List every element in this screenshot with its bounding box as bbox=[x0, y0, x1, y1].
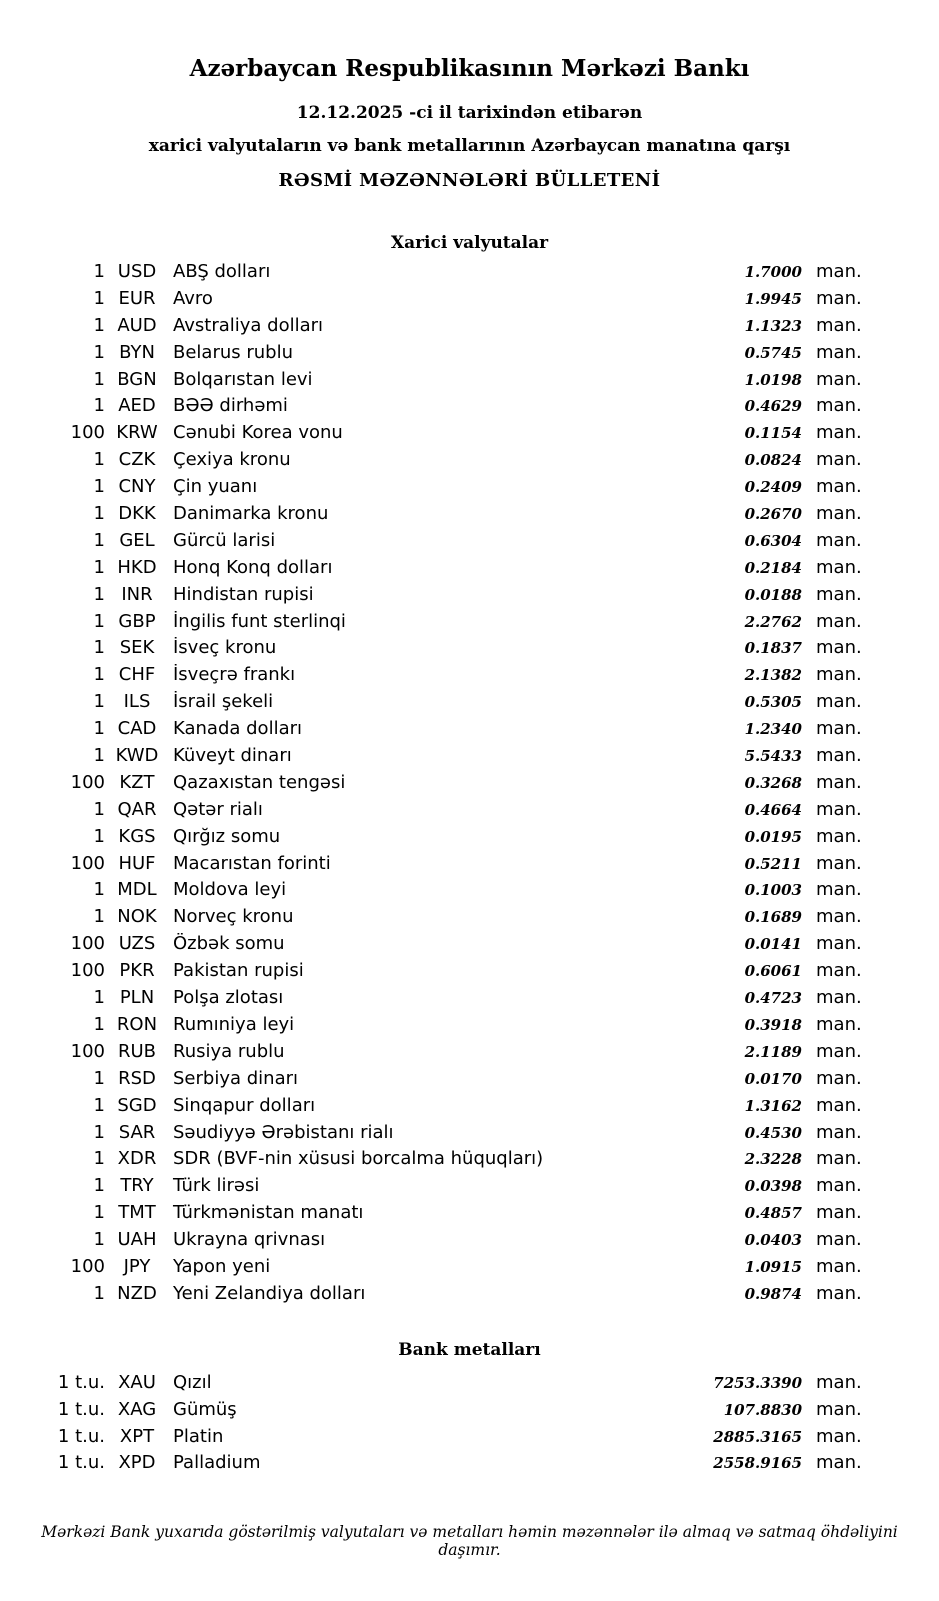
currency-name: Moldova leyi bbox=[173, 879, 287, 901]
unit-label: man. bbox=[816, 422, 862, 444]
currency-name: Belarus rublu bbox=[173, 341, 294, 363]
quantity: 1 bbox=[93, 314, 105, 336]
rate-row bbox=[0, 1399, 939, 1426]
currency-name: Avstraliya dolları bbox=[173, 314, 324, 336]
currency-name: Pakistan rupisi bbox=[173, 960, 304, 982]
currency-code: BGN bbox=[117, 368, 157, 390]
exchange-rate: 0.1837 bbox=[744, 639, 802, 658]
exchange-rate: 0.2409 bbox=[744, 478, 802, 497]
unit-label: man. bbox=[816, 529, 862, 551]
quantity: 1 bbox=[93, 637, 105, 659]
currency-code: PLN bbox=[119, 987, 155, 1009]
quantity: 1 bbox=[93, 261, 105, 282]
quantity: 1 bbox=[93, 745, 105, 767]
exchange-rate: 0.1154 bbox=[744, 424, 802, 443]
unit-label: man. bbox=[816, 798, 862, 820]
rate-row bbox=[0, 1175, 939, 1202]
currency-code: SEK bbox=[119, 637, 155, 659]
quantity: 1 bbox=[93, 664, 105, 686]
quantity: 1 bbox=[93, 879, 105, 901]
rate-row bbox=[0, 772, 939, 799]
unit-label: man. bbox=[816, 1148, 862, 1170]
currency-name: Səudiyyə Ərəbistanı rialı bbox=[173, 1121, 394, 1143]
exchange-rate: 0.0398 bbox=[744, 1177, 802, 1196]
currency-code: TMT bbox=[118, 1202, 156, 1224]
currency-name: Qızıl bbox=[173, 1371, 212, 1393]
rate-row bbox=[0, 557, 939, 584]
unit-label: man. bbox=[816, 637, 862, 659]
currency-code: UAH bbox=[117, 1229, 157, 1251]
currency-name: Çin yuanı bbox=[173, 476, 258, 498]
rate-row bbox=[0, 1426, 939, 1453]
unit-label: man. bbox=[816, 1282, 862, 1304]
unit-label: man. bbox=[816, 664, 862, 686]
exchange-rate: 2.1382 bbox=[744, 666, 802, 685]
subtitle: xarici valyutaların və bank metallarının Azərbaycan manatına qarşı bbox=[148, 136, 791, 156]
exchange-rate: 0.1003 bbox=[744, 881, 802, 900]
currency-name: Platin bbox=[173, 1425, 224, 1447]
unit-label: man. bbox=[816, 449, 862, 471]
quantity: 1 bbox=[93, 610, 105, 632]
unit-label: man. bbox=[816, 906, 862, 928]
exchange-rate: 0.4530 bbox=[744, 1123, 802, 1142]
unit-label: man. bbox=[816, 476, 862, 498]
rate-row bbox=[0, 1148, 939, 1175]
exchange-rate: 0.0403 bbox=[744, 1231, 802, 1250]
quantity: 1 t.u. bbox=[57, 1425, 105, 1447]
currency-name: Cənubi Korea vonu bbox=[173, 422, 343, 444]
exchange-rate: 0.4857 bbox=[744, 1204, 802, 1223]
exchange-rate: 1.9945 bbox=[744, 289, 802, 308]
currency-code: UZS bbox=[118, 933, 156, 955]
exchange-rate: 0.2670 bbox=[744, 505, 802, 524]
currency-code: SAR bbox=[118, 1121, 156, 1143]
currencies-section-heading: Xarici valyutalar bbox=[390, 233, 549, 253]
currency-name: Küveyt dinarı bbox=[173, 745, 292, 767]
exchange-rate: 0.9874 bbox=[744, 1284, 802, 1303]
currency-name: Norveç kronu bbox=[173, 906, 294, 928]
currency-code: SGD bbox=[117, 1094, 157, 1116]
quantity: 100 bbox=[70, 960, 105, 982]
quantity: 1 bbox=[93, 1121, 105, 1143]
rate-row bbox=[0, 1452, 939, 1479]
currency-code: GBP bbox=[118, 610, 156, 632]
rate-row bbox=[0, 1068, 939, 1095]
quantity: 1 bbox=[93, 1202, 105, 1224]
unit-label: man. bbox=[816, 1094, 862, 1116]
rate-row bbox=[0, 960, 939, 987]
quantity: 1 bbox=[93, 368, 105, 390]
currency-code: XPT bbox=[119, 1425, 155, 1447]
rate-row bbox=[0, 476, 939, 503]
quantity: 1 bbox=[93, 583, 105, 605]
rate-row bbox=[0, 1122, 939, 1149]
unit-label: man. bbox=[816, 368, 862, 390]
rate-row bbox=[0, 261, 939, 288]
currency-code: ILS bbox=[123, 691, 151, 713]
currency-name: Ukrayna qrivnası bbox=[173, 1229, 326, 1251]
unit-label: man. bbox=[816, 556, 862, 578]
quantity: 100 bbox=[70, 771, 105, 793]
unit-label: man. bbox=[816, 1202, 862, 1224]
currency-code: XPD bbox=[118, 1452, 156, 1474]
exchange-rate: 0.3918 bbox=[744, 1015, 802, 1034]
currency-name: Qırğız somu bbox=[173, 825, 281, 847]
effective-date: 12.12.2025 -ci il tarixindən etibarən bbox=[296, 103, 643, 123]
currency-code: RUB bbox=[117, 1040, 157, 1062]
unit-label: man. bbox=[816, 1425, 862, 1447]
quantity: 1 bbox=[93, 1282, 105, 1304]
exchange-rate: 107.8830 bbox=[723, 1400, 802, 1419]
quantity: 1 t.u. bbox=[57, 1452, 105, 1474]
currency-name: Rumıniya leyi bbox=[173, 1013, 295, 1035]
unit-label: man. bbox=[816, 960, 862, 982]
exchange-rate: 2.2762 bbox=[744, 612, 802, 631]
rate-row bbox=[0, 449, 939, 476]
currency-code: XAG bbox=[117, 1398, 157, 1420]
unit-label: man. bbox=[816, 1371, 862, 1393]
exchange-rate: 7253.3390 bbox=[713, 1373, 802, 1392]
exchange-rate: 0.5305 bbox=[744, 693, 802, 712]
quantity: 1 bbox=[93, 395, 105, 417]
rate-row bbox=[0, 933, 939, 960]
currency-name: SDR (BVF-nin xüsusi borcalma hüquqları) bbox=[173, 1148, 544, 1170]
quantity: 1 bbox=[93, 798, 105, 820]
currency-code: HKD bbox=[117, 556, 157, 578]
currency-name: ABŞ dolları bbox=[173, 261, 271, 282]
rate-row bbox=[0, 637, 939, 664]
currency-code: CNY bbox=[118, 476, 156, 498]
currency-code: BYN bbox=[119, 341, 155, 363]
foreign-currencies-section bbox=[0, 233, 939, 1310]
unit-label: man. bbox=[816, 1013, 862, 1035]
rate-row bbox=[0, 584, 939, 611]
rate-row bbox=[0, 530, 939, 557]
quantity: 1 bbox=[93, 1094, 105, 1116]
currency-name: Palladium bbox=[173, 1452, 261, 1474]
rate-row bbox=[0, 987, 939, 1014]
currency-name: Avro bbox=[173, 287, 213, 309]
exchange-rate: 1.0198 bbox=[744, 370, 802, 389]
currency-code: TRY bbox=[120, 1175, 154, 1197]
quantity: 1 bbox=[93, 1229, 105, 1251]
currency-code: CZK bbox=[118, 449, 156, 471]
bulletin-title: RƏSMİ MƏZƏNNƏLƏRİ BÜLLETENİ bbox=[278, 170, 661, 191]
quantity: 1 bbox=[93, 1013, 105, 1035]
exchange-rate: 2885.3165 bbox=[713, 1427, 802, 1446]
rate-row bbox=[0, 745, 939, 772]
bank-metals-section bbox=[0, 1340, 939, 1480]
quantity: 100 bbox=[70, 852, 105, 874]
exchange-rate: 0.3268 bbox=[744, 773, 802, 792]
currency-name: BƏƏ dirhəmi bbox=[173, 395, 288, 417]
rate-row bbox=[0, 503, 939, 530]
exchange-rate: 1.0915 bbox=[744, 1257, 802, 1276]
unit-label: man. bbox=[816, 1452, 862, 1474]
unit-label: man. bbox=[816, 314, 862, 336]
quantity: 100 bbox=[70, 1040, 105, 1062]
unit-label: man. bbox=[816, 987, 862, 1009]
currency-name: Qətər rialı bbox=[173, 798, 263, 820]
unit-label: man. bbox=[816, 718, 862, 740]
rate-row bbox=[0, 611, 939, 638]
currency-name: İsveç kronu bbox=[173, 637, 277, 659]
currency-name: Macarıstan forinti bbox=[173, 852, 331, 874]
rate-row bbox=[0, 879, 939, 906]
currency-code: GEL bbox=[119, 529, 155, 551]
currency-code: DKK bbox=[118, 503, 156, 525]
unit-label: man. bbox=[816, 610, 862, 632]
quantity: 100 bbox=[70, 1255, 105, 1277]
currency-code: INR bbox=[121, 583, 153, 605]
quantity: 1 bbox=[93, 556, 105, 578]
currency-name: Gümüş bbox=[173, 1398, 237, 1420]
quantity: 100 bbox=[70, 933, 105, 955]
quantity: 1 bbox=[93, 1175, 105, 1197]
unit-label: man. bbox=[816, 1255, 862, 1277]
currency-code: KRW bbox=[116, 422, 158, 444]
unit-label: man. bbox=[816, 1067, 862, 1089]
exchange-rate: 0.0141 bbox=[744, 935, 802, 954]
currency-rows bbox=[0, 261, 939, 1310]
quantity: 1 bbox=[93, 1148, 105, 1170]
currency-code: XAU bbox=[118, 1371, 156, 1393]
currency-name: Türk lirəsi bbox=[173, 1175, 260, 1197]
currency-name: İsrail şekeli bbox=[173, 691, 274, 713]
exchange-rate: 0.4664 bbox=[744, 800, 802, 819]
currency-name: Rusiya rublu bbox=[173, 1040, 285, 1062]
currency-code: EUR bbox=[118, 287, 156, 309]
unit-label: man. bbox=[816, 1175, 862, 1197]
quantity: 1 bbox=[93, 1067, 105, 1089]
exchange-rate: 2.3228 bbox=[744, 1150, 802, 1169]
currency-code: USD bbox=[117, 261, 157, 282]
unit-label: man. bbox=[816, 583, 862, 605]
currency-code: RSD bbox=[118, 1067, 156, 1089]
unit-label: man. bbox=[816, 771, 862, 793]
rate-row bbox=[0, 799, 939, 826]
rate-row bbox=[0, 1372, 939, 1399]
quantity: 1 bbox=[93, 449, 105, 471]
rate-row bbox=[0, 906, 939, 933]
unit-label: man. bbox=[816, 745, 862, 767]
bulletin-footer bbox=[0, 1523, 939, 1559]
unit-label: man. bbox=[816, 1229, 862, 1251]
exchange-rate: 1.7000 bbox=[744, 263, 802, 281]
unit-label: man. bbox=[816, 933, 862, 955]
quantity: 1 bbox=[93, 476, 105, 498]
exchange-rate: 0.5745 bbox=[744, 343, 802, 362]
currency-name: Çexiya kronu bbox=[173, 449, 291, 471]
currency-name: Qazaxıstan tengəsi bbox=[173, 771, 346, 793]
currency-code: NZD bbox=[117, 1282, 157, 1304]
currency-name: İngilis funt sterlinqi bbox=[173, 610, 346, 632]
quantity: 1 bbox=[93, 718, 105, 740]
unit-label: man. bbox=[816, 825, 862, 847]
exchange-rate: 5.5433 bbox=[744, 747, 802, 766]
currency-code: KWD bbox=[115, 745, 159, 767]
rate-row bbox=[0, 1229, 939, 1256]
unit-label: man. bbox=[816, 503, 862, 525]
bulletin-header bbox=[0, 55, 939, 191]
unit-label: man. bbox=[816, 1040, 862, 1062]
rate-row bbox=[0, 853, 939, 880]
currency-code: PKR bbox=[119, 960, 155, 982]
rate-row bbox=[0, 691, 939, 718]
currency-name: Yapon yeni bbox=[173, 1255, 271, 1277]
rate-row bbox=[0, 1202, 939, 1229]
rate-row bbox=[0, 369, 939, 396]
currency-name: Serbiya dinarı bbox=[173, 1067, 298, 1089]
rate-row bbox=[0, 1095, 939, 1122]
rate-row bbox=[0, 422, 939, 449]
quantity: 1 bbox=[93, 341, 105, 363]
exchange-rate: 0.6061 bbox=[744, 962, 802, 981]
bank-title: Azərbaycan Respublikasının Mərkəzi Bankı bbox=[189, 55, 750, 82]
currency-name: Gürcü larisi bbox=[173, 529, 276, 551]
currency-code: NOK bbox=[117, 906, 157, 928]
rate-row bbox=[0, 342, 939, 369]
exchange-rate: 0.0195 bbox=[744, 827, 802, 846]
rate-row bbox=[0, 1041, 939, 1068]
currency-name: Kanada dolları bbox=[173, 718, 303, 740]
unit-label: man. bbox=[816, 1121, 862, 1143]
currency-name: Honq Konq dolları bbox=[173, 556, 333, 578]
exchange-rate: 0.1689 bbox=[744, 908, 802, 927]
currency-code: CHF bbox=[118, 664, 156, 686]
currency-code: CAD bbox=[117, 718, 157, 740]
unit-label: man. bbox=[816, 852, 862, 874]
exchange-rate: 1.3162 bbox=[744, 1096, 802, 1115]
unit-label: man. bbox=[816, 395, 862, 417]
rate-row bbox=[0, 1283, 939, 1310]
currency-name: Polşa zlotası bbox=[173, 987, 284, 1009]
rate-row bbox=[0, 315, 939, 342]
quantity: 1 bbox=[93, 287, 105, 309]
unit-label: man. bbox=[816, 879, 862, 901]
exchange-rate: 0.6304 bbox=[744, 531, 802, 550]
rate-row bbox=[0, 288, 939, 315]
currency-code: XDR bbox=[117, 1148, 157, 1170]
exchange-rate: 0.4629 bbox=[744, 397, 802, 416]
quantity: 1 bbox=[93, 529, 105, 551]
currency-code: AUD bbox=[117, 314, 157, 336]
unit-label: man. bbox=[816, 287, 862, 309]
quantity: 1 bbox=[93, 825, 105, 847]
currency-code: RON bbox=[116, 1013, 158, 1035]
exchange-rate: 0.5211 bbox=[744, 854, 802, 873]
currency-name: Yeni Zelandiya dolları bbox=[173, 1282, 366, 1304]
currency-name: Hindistan rupisi bbox=[173, 583, 314, 605]
exchange-rate: 1.1323 bbox=[744, 316, 802, 335]
currency-name: Sinqapur dolları bbox=[173, 1094, 316, 1116]
unit-label: man. bbox=[816, 341, 862, 363]
unit-label: man. bbox=[816, 1398, 862, 1420]
rate-row bbox=[0, 1014, 939, 1041]
currency-name: Özbək somu bbox=[173, 933, 285, 955]
rate-row bbox=[0, 718, 939, 745]
rate-row bbox=[0, 1256, 939, 1283]
unit-label: man. bbox=[816, 261, 862, 282]
quantity: 1 bbox=[93, 987, 105, 1009]
currency-code: HUF bbox=[118, 852, 156, 874]
currency-code: AED bbox=[118, 395, 156, 417]
quantity: 1 bbox=[93, 691, 105, 713]
exchange-rate: 1.2340 bbox=[744, 720, 802, 739]
exchange-rate: 0.4723 bbox=[744, 989, 802, 1008]
quantity: 1 t.u. bbox=[57, 1398, 105, 1420]
exchange-rate: 0.0188 bbox=[744, 585, 802, 604]
rate-row bbox=[0, 395, 939, 422]
currency-code: KGS bbox=[118, 825, 156, 847]
rate-row bbox=[0, 664, 939, 691]
currency-name: Türkmənistan manatı bbox=[173, 1202, 364, 1224]
rate-row bbox=[0, 826, 939, 853]
currency-code: JPY bbox=[123, 1255, 151, 1277]
exchange-rate: 0.0824 bbox=[744, 451, 802, 470]
exchange-rate: 2.1189 bbox=[744, 1042, 802, 1061]
quantity: 1 t.u. bbox=[57, 1371, 105, 1393]
currency-name: İsveçrə frankı bbox=[173, 664, 296, 686]
unit-label: man. bbox=[816, 691, 862, 713]
disclaimer-text: Mərkəzi Bank yuxarıda göstərilmiş valyutaları və metalları həmin məzənnələr ilə almaq və satmaq öhdəliyini daşımır. bbox=[41, 1523, 898, 1560]
quantity: 1 bbox=[93, 503, 105, 525]
exchange-rate: 2558.9165 bbox=[713, 1454, 802, 1473]
metals-section-heading: Bank metalları bbox=[398, 1339, 541, 1360]
currency-code: KZT bbox=[119, 771, 155, 793]
exchange-rate: 0.0170 bbox=[744, 1069, 802, 1088]
currency-name: Bolqarıstan levi bbox=[173, 368, 313, 390]
exchange-rate: 0.2184 bbox=[744, 558, 802, 577]
currency-code: QAR bbox=[117, 798, 157, 820]
currency-code: MDL bbox=[117, 879, 157, 901]
quantity: 1 bbox=[93, 906, 105, 928]
currency-name: Danimarka kronu bbox=[173, 503, 329, 525]
quantity: 100 bbox=[70, 422, 105, 444]
metal-rows bbox=[0, 1372, 939, 1480]
